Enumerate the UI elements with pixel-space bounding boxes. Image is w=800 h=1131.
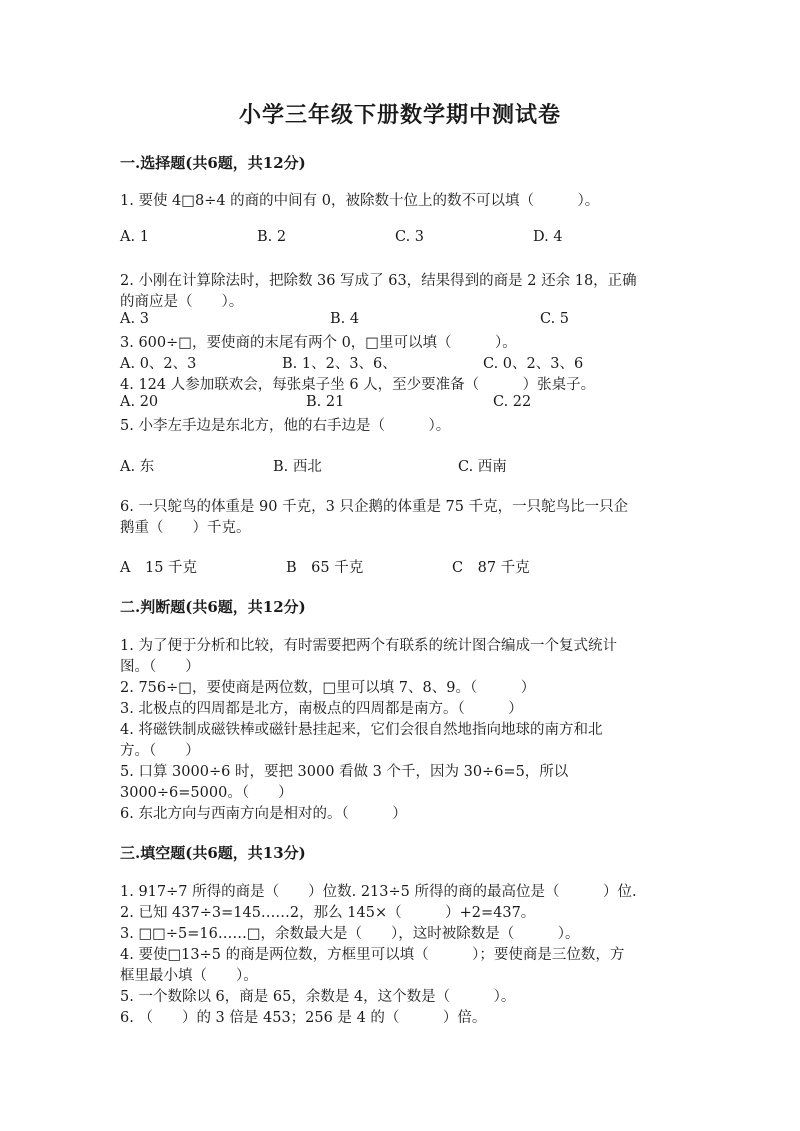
fill-in-line: 框里最小填（ ）。 xyxy=(120,968,258,984)
question-text: 1. 要使 4□8÷4 的商的中间有 0，被除数十位上的数不可以填（ ）。 xyxy=(120,193,600,209)
option-c: C. 22 xyxy=(493,394,532,410)
fill-in-line: 5. 一个数除以 6，商是 65，余数是 4，这个数是（ ）。 xyxy=(120,989,516,1005)
page-title: 小学三年级下册数学期中测试卷 xyxy=(238,102,561,128)
question-text: 6. 一只鸵鸟的体重是 90 千克，3 只企鹅的体重是 75 千克，一只鸵鸟比一只企 xyxy=(120,499,629,515)
statement-line: 5. 口算 3000÷6 时，要把 3000 看做 3 个千，因为 30÷6=5，所以 xyxy=(120,764,569,780)
option-c: C. 5 xyxy=(540,311,570,327)
statement-line: 4. 将磁铁制成磁铁棒或磁针悬挂起来，它们会很自然地指向地球的南方和北 xyxy=(120,722,603,738)
option-b: B. 西北 xyxy=(273,459,322,475)
question-text: 5. 小李左手边是东北方，他的右手边是（ ）。 xyxy=(120,418,451,434)
option-d: D. 4 xyxy=(533,229,563,245)
option-c: C. 0、2、3、6 xyxy=(483,356,584,372)
option-a: A. 1 xyxy=(120,229,149,245)
section-heading-judgment: 二.判断题(共6题，共12分) xyxy=(120,598,306,616)
statement-line: 1. 为了便于分析和比较，有时需要把两个有联系的统计图合编成一个复式统计 xyxy=(120,638,617,654)
question-text: 3. 600÷□，要使商的末尾有两个 0，□里可以填（ ）。 xyxy=(120,335,517,351)
option-a: A. 东 xyxy=(120,459,155,475)
question-text: 2. 小刚在计算除法时，把除数 36 写成了 63，结果得到的商是 2 还余 18，正确 xyxy=(120,273,637,289)
statement-line: 图。（ ） xyxy=(120,659,200,675)
option-b: B 65 千克 xyxy=(286,560,364,576)
section-heading-choice: 一.选择题(共6题，共12分) xyxy=(120,154,306,172)
question-text: 鹅重（ ）千克。 xyxy=(120,520,251,536)
question-text: 的商应是（ ）。 xyxy=(120,294,244,310)
option-c: C. 3 xyxy=(395,229,425,245)
option-a: A. 3 xyxy=(120,311,149,327)
option-b: B. 4 xyxy=(330,311,360,327)
statement-line: 3000÷6=5000。（ ） xyxy=(120,785,293,801)
fill-in-line: 1. 917÷7 所得的商是（ ）位数. 213÷5 所得的商的最高位是（ ）位. xyxy=(120,884,637,900)
section-heading-fill-in: 三.填空题(共6题，共13分) xyxy=(120,844,306,862)
question-text: 4. 124 人参加联欢会，每张桌子坐 6 人，至少要准备（ ）张桌子。 xyxy=(120,377,596,393)
option-c: C. 西南 xyxy=(458,459,507,475)
option-a: A. 20 xyxy=(120,394,159,410)
option-a: A. 0、2、3 xyxy=(120,356,197,372)
option-c: C 87 千克 xyxy=(452,560,530,576)
option-a: A 15 千克 xyxy=(120,560,198,576)
option-b: B. 1、2、3、6、 xyxy=(282,356,397,372)
statement-line: 6. 东北方向与西南方向是相对的。（ ） xyxy=(120,806,407,822)
fill-in-line: 2. 已知 437÷3=145……2，那么 145×（ ）+2=437。 xyxy=(120,905,536,921)
fill-in-line: 4. 要使□13÷5 的商是两位数，方框里可以填（ ）；要使商是三位数，方 xyxy=(120,947,625,963)
statement-line: 方。（ ） xyxy=(120,743,200,759)
statement-line: 2. 756÷□，要使商是两位数，□里可以填 7、8、9。（ ） xyxy=(120,680,536,696)
statement-line: 3. 北极点的四周都是北方，南极点的四周都是南方。（ ） xyxy=(120,701,523,717)
fill-in-line: 6. （ ）的 3 倍是 453；256 是 4 的（ ）倍。 xyxy=(120,1010,487,1026)
option-b: B. 2 xyxy=(257,229,287,245)
option-b: B. 21 xyxy=(306,394,345,410)
fill-in-line: 3. □□÷5=16……□，余数最大是（ ），这时被除数是（ ）。 xyxy=(120,926,580,942)
